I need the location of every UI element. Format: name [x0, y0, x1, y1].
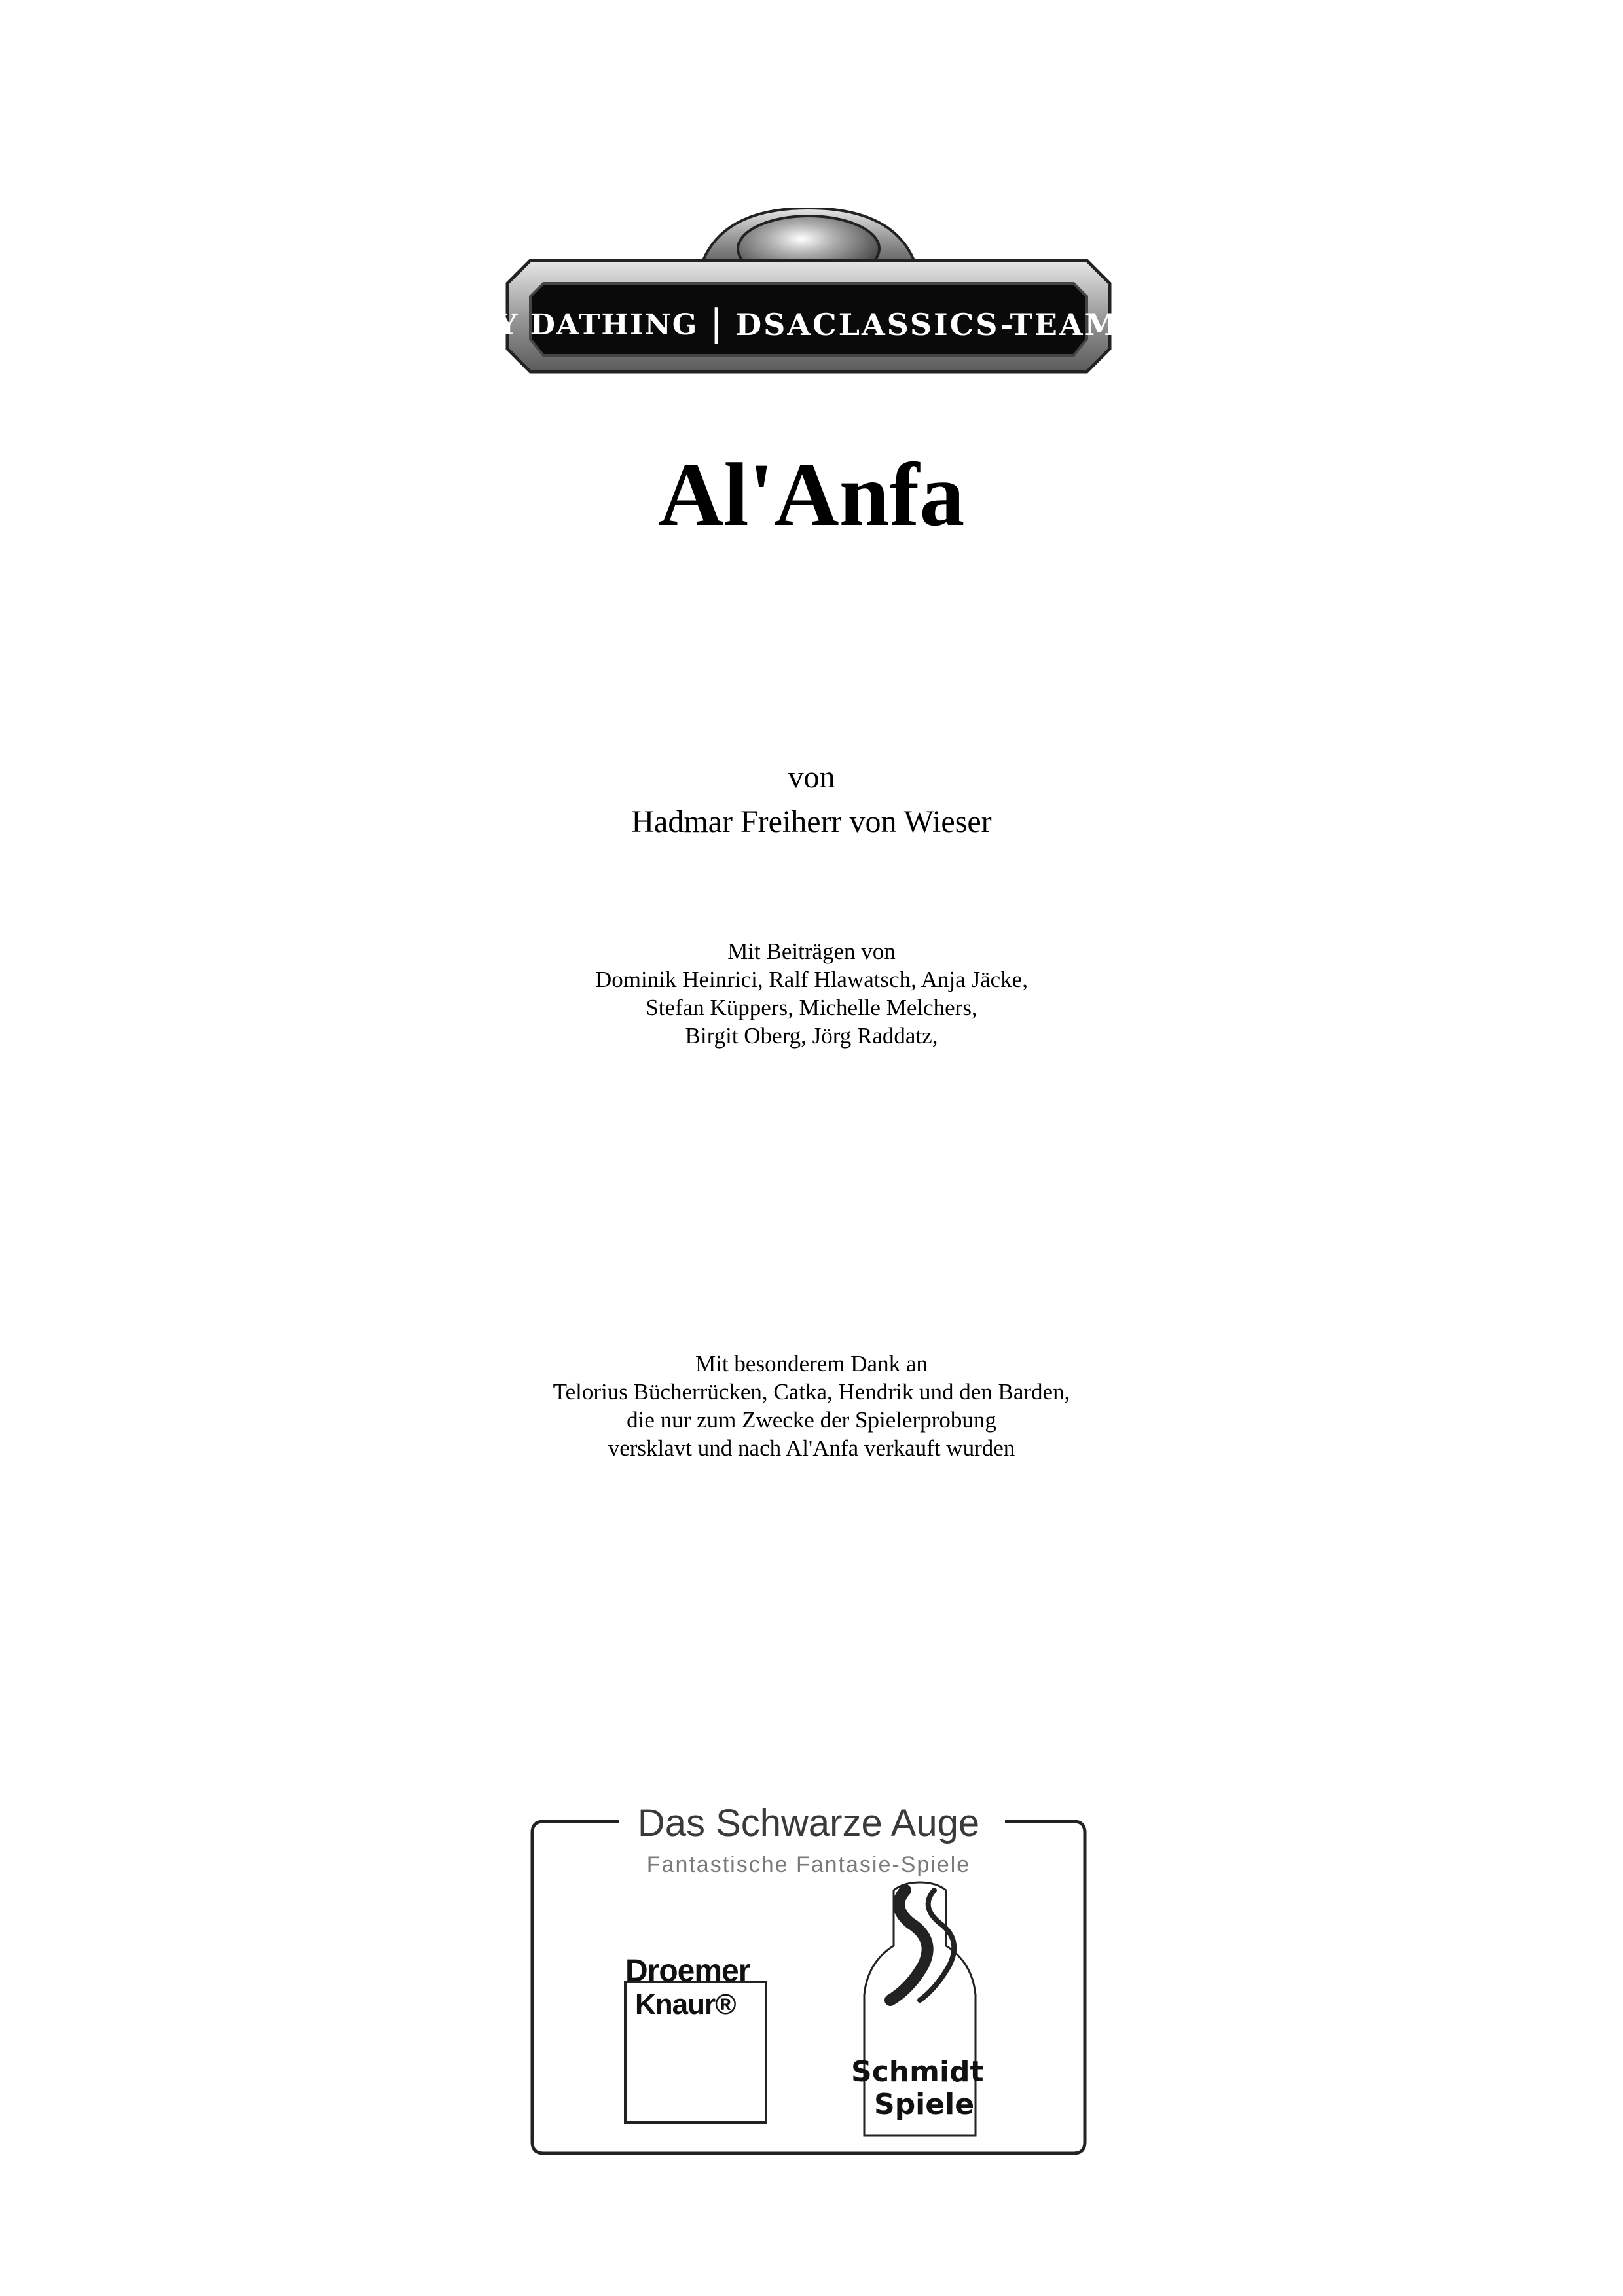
thanks-line: die nur zum Zwecke der Spielerprobung — [627, 1407, 996, 1433]
badge-right-text: DSACLASSICS-TEAM — [735, 307, 1120, 342]
contributions-line: Birgit Oberg, Jörg Raddatz, — [685, 1023, 938, 1049]
contributions-heading: Mit Beiträgen von — [727, 939, 896, 964]
badge-frame-graphic — [504, 208, 1113, 374]
thanks-block — [0, 1350, 1623, 1462]
byline-von: von — [788, 760, 835, 795]
dsa-series-subtitle: Fantastische Fantasie-Spiele — [646, 1852, 971, 1877]
thanks-heading: Mit besonderem Dank an — [695, 1351, 928, 1376]
badge-label — [471, 301, 1146, 344]
badge-separator-end: | — [1131, 301, 1146, 344]
contributions-block — [0, 937, 1623, 1050]
publisher-logo-box — [527, 1792, 1090, 2159]
droemer-knaur-logo-line2: Knaur® — [635, 1988, 736, 2020]
publisher-frame-graphic — [527, 1792, 1090, 2159]
badge-left-text: BY DATHING — [471, 308, 699, 342]
contributions-line: Stefan Küppers, Michelle Melchers, — [646, 995, 977, 1020]
thanks-line: versklavt und nach Al'Anfa verkauft wurden — [608, 1435, 1015, 1461]
dsa-series-title: Das Schwarze Auge — [637, 1802, 980, 1844]
thanks-line: Telorius Bücherrücken, Catka, Hendrik und den Barden, — [553, 1379, 1070, 1405]
badge-separator: | — [710, 301, 724, 344]
droemer-knaur-logo-line1: Droemer — [625, 1954, 750, 1988]
schmidt-spiele-logo-line1: Schmidt — [851, 2055, 984, 2089]
schmidt-spiele-logo-line2: Spiele — [874, 2088, 975, 2121]
page-title: Al'Anfa — [658, 444, 965, 545]
dsaclassics-badge — [471, 208, 1146, 374]
contributions-line: Dominik Heinrici, Ralf Hlawatsch, Anja Jäcke, — [595, 967, 1028, 992]
author-name: Hadmar Freiherr von Wieser — [631, 804, 992, 839]
